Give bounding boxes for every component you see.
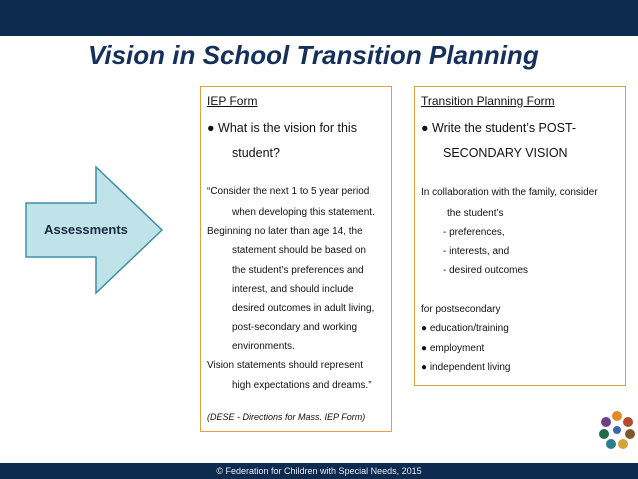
iep-quote-line: environments. — [232, 341, 295, 352]
iep-quote-line: the student’s preferences and — [232, 265, 364, 276]
iep-question-line-2: student? — [232, 146, 280, 160]
slide-title: Vision in School Transition Planning — [88, 40, 539, 70]
transition-text-line: In collaboration with the family, consider — [421, 187, 598, 198]
transition-bullet-item: ● education/training — [421, 323, 509, 334]
iep-quote-line: post-secondary and working — [232, 322, 358, 333]
transition-bullet-item: ● independent living — [421, 362, 511, 373]
top-banner — [0, 0, 638, 36]
transition-bullet-line-2: SECONDARY VISION — [443, 146, 568, 160]
iep-quote-line: interest, and should include — [232, 284, 354, 295]
transition-form-heading: Transition Planning Form — [421, 94, 555, 108]
iep-question-line-1: ● What is the vision for this — [207, 121, 357, 135]
transition-list-item: - interests, and — [443, 246, 510, 257]
iep-quote-line: Beginning no later than age 14, the — [207, 226, 363, 237]
transition-list-item: - desired outcomes — [443, 265, 529, 276]
iep-quote-line: desired outcomes in adult living, — [232, 303, 375, 314]
iep-citation: (DESE - Directions for Mass. IEP Form) — [207, 412, 366, 422]
transition-bullet-item: ● employment — [421, 343, 485, 354]
transition-bullet-line-1: ● Write the student’s POST- — [421, 121, 577, 135]
iep-form-heading: IEP Form — [207, 94, 258, 108]
iep-quote-line: “Consider the next 1 to 5 year period — [207, 186, 370, 197]
iep-quote-line: Vision statements should represent — [207, 360, 364, 371]
iep-quote-line: statement should be based on — [232, 245, 366, 256]
iep-quote-line: when developing this statement. — [232, 207, 375, 218]
iep-quote-line: high expectations and dreams.” — [232, 380, 372, 391]
transition-list-item: - preferences, — [443, 227, 505, 238]
assessments-label: Assessments — [44, 222, 128, 237]
federation-hearts-logo-icon — [597, 408, 637, 452]
copyright-footer: © Federation for Children with Special Needs, 2015 — [216, 466, 422, 476]
transition-text-line: for postsecondary — [421, 304, 501, 315]
transition-text-line: the student’s — [447, 208, 504, 219]
